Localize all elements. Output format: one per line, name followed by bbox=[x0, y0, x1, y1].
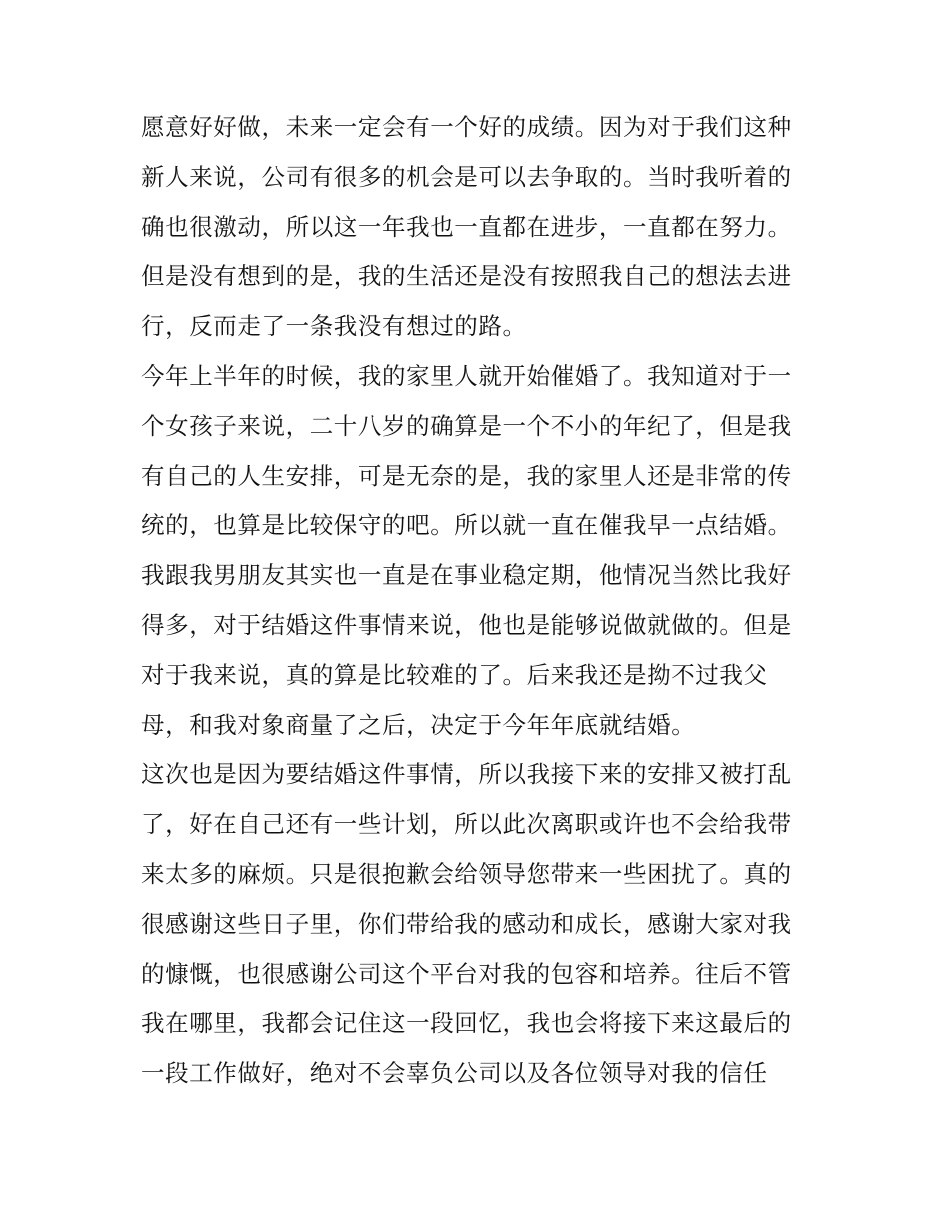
text-line: 来太多的麻烦。只是很抱歉会给领导您带来一些困扰了。真的 bbox=[141, 859, 792, 888]
text-line: 我跟我男朋友其实也一直是在事业稳定期，他情况当然比我好 bbox=[141, 561, 792, 590]
text-line: 确也很激动，所以这一年我也一直都在进步，一直都在努力。 bbox=[141, 212, 792, 241]
body-text bbox=[141, 103, 821, 1099]
text-line: 母，和我对象商量了之后，决定于今年年底就结婚。 bbox=[141, 710, 696, 739]
text-line: 有自己的人生安排，可是无奈的是，我的家里人还是非常的传 bbox=[141, 461, 792, 490]
text-line: 一段工作做好，绝对不会辜负公司以及各位领导对我的信任 bbox=[141, 1059, 768, 1088]
text-line: 新人来说，公司有很多的机会是可以去争取的。当时我听着的 bbox=[141, 162, 792, 191]
text-line: 的慷慨，也很感谢公司这个平台对我的包容和培养。往后不管 bbox=[141, 959, 792, 988]
text-line: 这次也是因为要结婚这件事情，所以我接下来的安排又被打乱 bbox=[141, 760, 792, 789]
text-line: 我在哪里，我都会记住这一段回忆，我也会将接下来这最后的 bbox=[141, 1009, 792, 1038]
text-line: 很感谢这些日子里，你们带给我的感动和成长，感谢大家对我 bbox=[141, 909, 792, 938]
text-line: 个女孩子来说，二十八岁的确算是一个不小的年纪了，但是我 bbox=[141, 411, 792, 440]
text-line: 行，反而走了一条我没有想过的路。 bbox=[141, 312, 527, 341]
text-line: 愿意好好做，未来一定会有一个好的成绩。因为对于我们这种 bbox=[141, 113, 792, 141]
text-line: 今年上半年的时候，我的家里人就开始催婚了。我知道对于一 bbox=[141, 361, 792, 390]
text-line: 得多，对于结婚这件事情来说，他也是能够说做就做的。但是 bbox=[141, 610, 792, 639]
text-line: 但是没有想到的是，我的生活还是没有按照我自己的想法去进 bbox=[141, 262, 792, 291]
text-line: 统的，也算是比较保守的吧。所以就一直在催我早一点结婚。 bbox=[141, 511, 792, 540]
text-line: 了，好在自己还有一些计划，所以此次离职或许也不会给我带 bbox=[141, 810, 792, 839]
text-line: 对于我来说，真的算是比较难的了。后来我还是拗不过我父 bbox=[141, 660, 768, 689]
